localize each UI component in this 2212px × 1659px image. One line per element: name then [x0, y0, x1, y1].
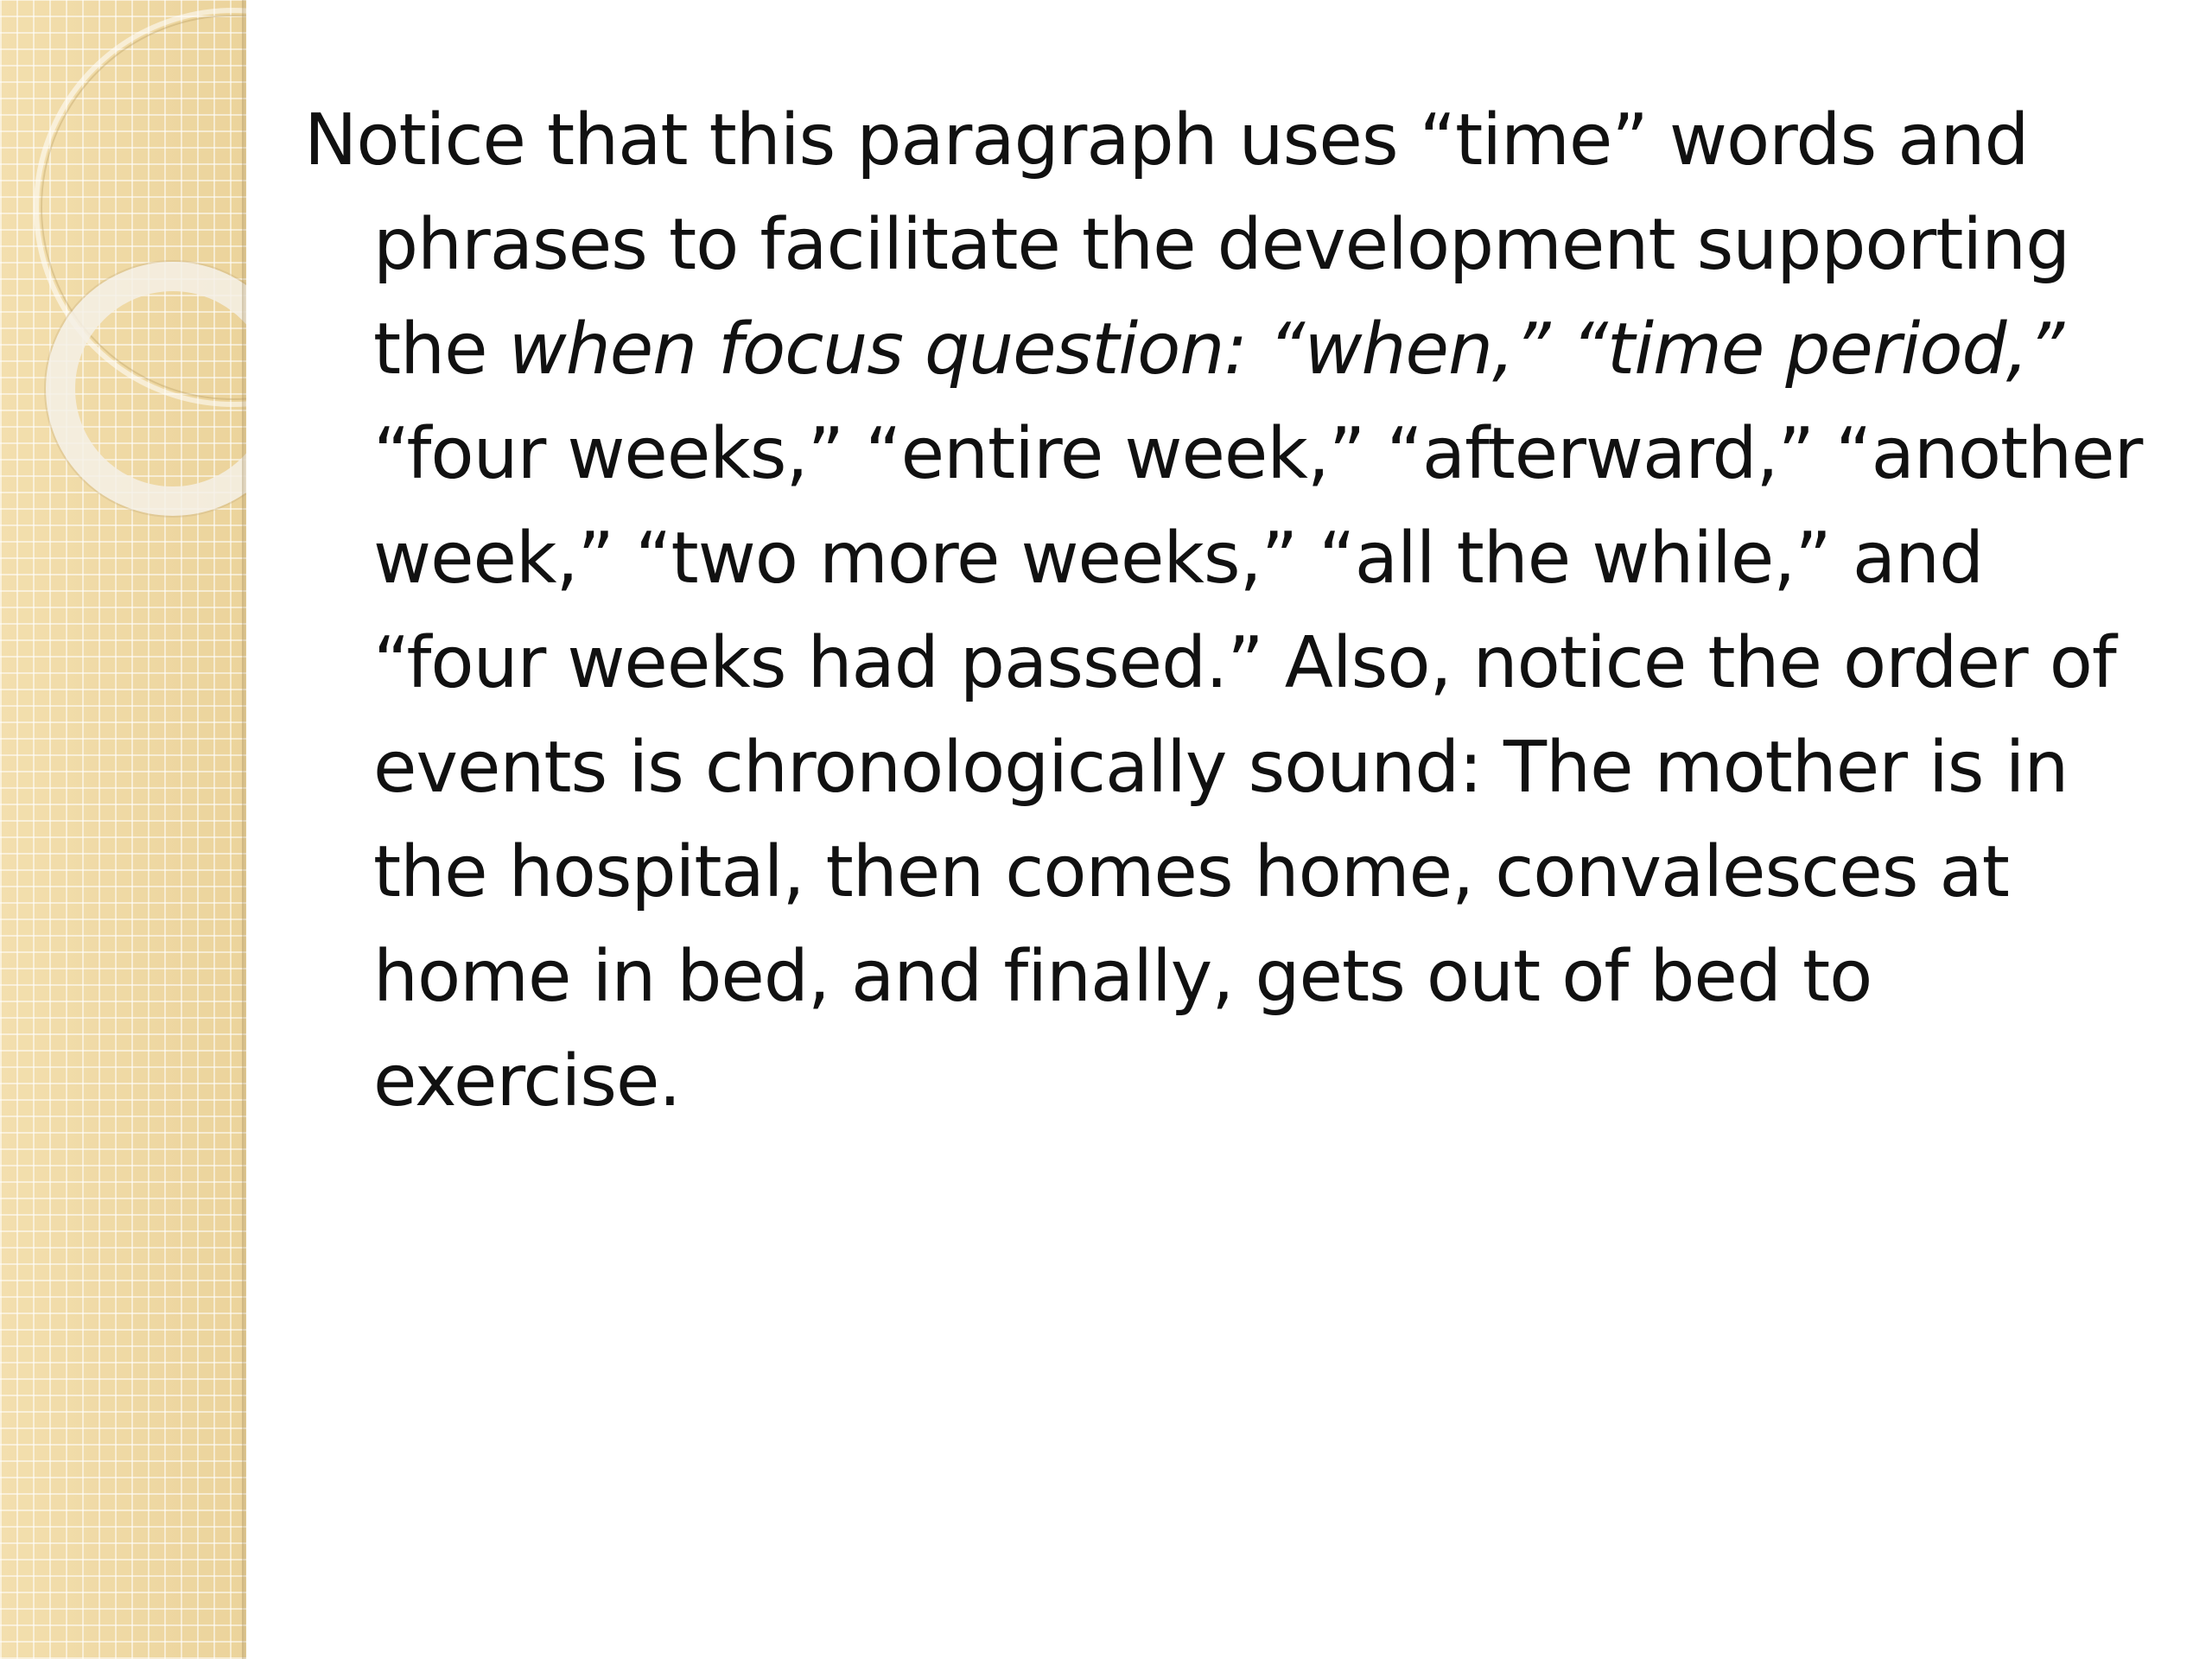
body-paragraph	[304, 88, 2162, 1134]
paragraph-italic: when focus question: “when,” “time period,”	[508, 308, 2064, 391]
sidebar-edge	[242, 0, 246, 1659]
paragraph-lead: Notice that this paragraph uses “time” words and phrases to facilitate the development supporting the	[304, 99, 2070, 391]
decorative-rings	[0, 0, 246, 1659]
slide-body	[304, 88, 2162, 1134]
decorative-sidebar	[0, 0, 246, 1659]
paragraph-rest: “four weeks,” “entire week,” “afterward,” “another week,” “two more weeks,” “all the while,” and “four weeks had passed.” Also, notice the order of events is chronologically sound: The mother is in the hospital, then comes home, convalesces at home in bed, and finally, gets out of bed to exercise.	[373, 413, 2143, 1122]
